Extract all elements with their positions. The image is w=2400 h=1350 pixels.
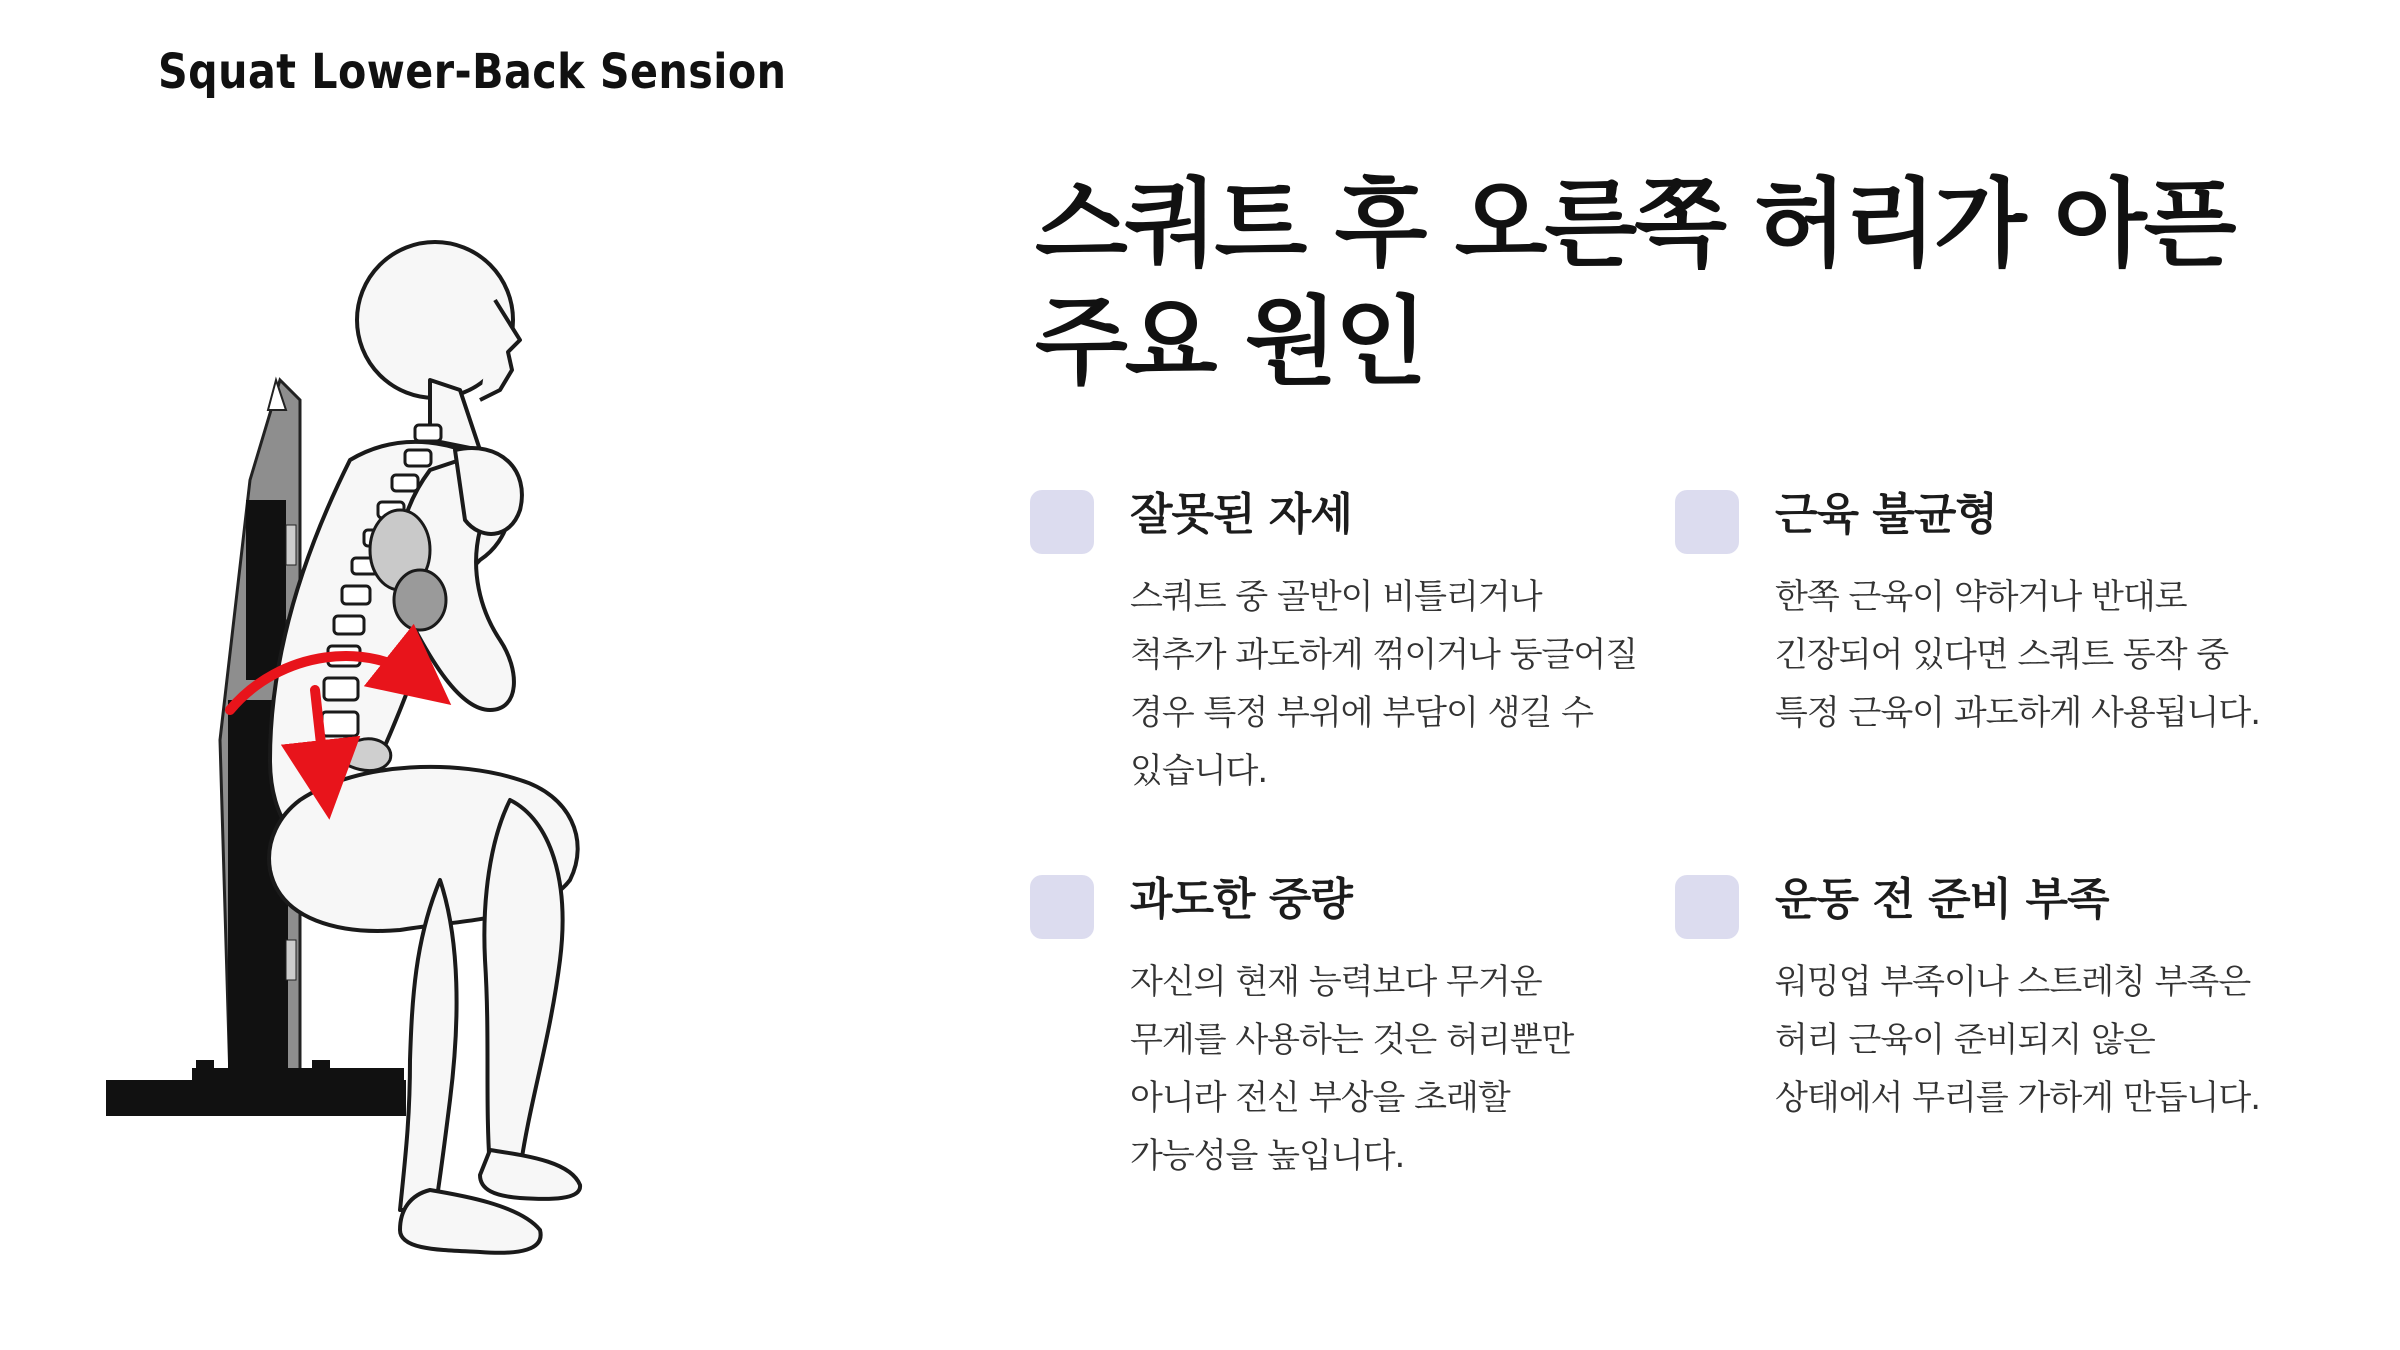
cause-description: 한쪽 근육이 약하거나 반대로 긴장되어 있다면 스쿼트 동작 중 특정 근육이 과도하게 사용됩니다. [1775,577,2261,733]
cause-title: 근육 불균형 [1775,489,1997,540]
page-title: 스쿼트 후 오른쪽 허리가 아픈 주요 원인 [1035,168,2234,398]
rounded-square-marker-icon [1675,490,1739,554]
rounded-square-marker-icon [1030,875,1094,939]
cause-title: 잘못된 자세 [1130,489,1352,540]
rounded-square-marker-icon [1030,490,1094,554]
causes-grid [1030,480,2320,1240]
squat-anatomy-illustration [100,240,780,1320]
brand-title: Squat Lower-Back Sension [158,44,787,100]
cause-title: 과도한 중량 [1130,874,1352,925]
cause-description: 자신의 현재 능력보다 무거운 무게를 사용하는 것은 허리뿐만 아니라 전신 부상을 초래할 가능성을 높입니다. [1130,962,1574,1176]
cause-description: 워밍업 부족이나 스트레칭 부족은 허리 근육이 준비되지 않은 상태에서 무리를 가하게 만듭니다. [1775,962,2261,1118]
cause-description: 스쿼트 중 골반이 비틀리거나 척추가 과도하게 꺾이거나 둥글어질 경우 특정 부위에 부담이 생길 수 있습니다. [1130,577,1638,791]
rounded-square-marker-icon [1675,875,1739,939]
cause-title: 운동 전 준비 부족 [1775,874,2109,925]
